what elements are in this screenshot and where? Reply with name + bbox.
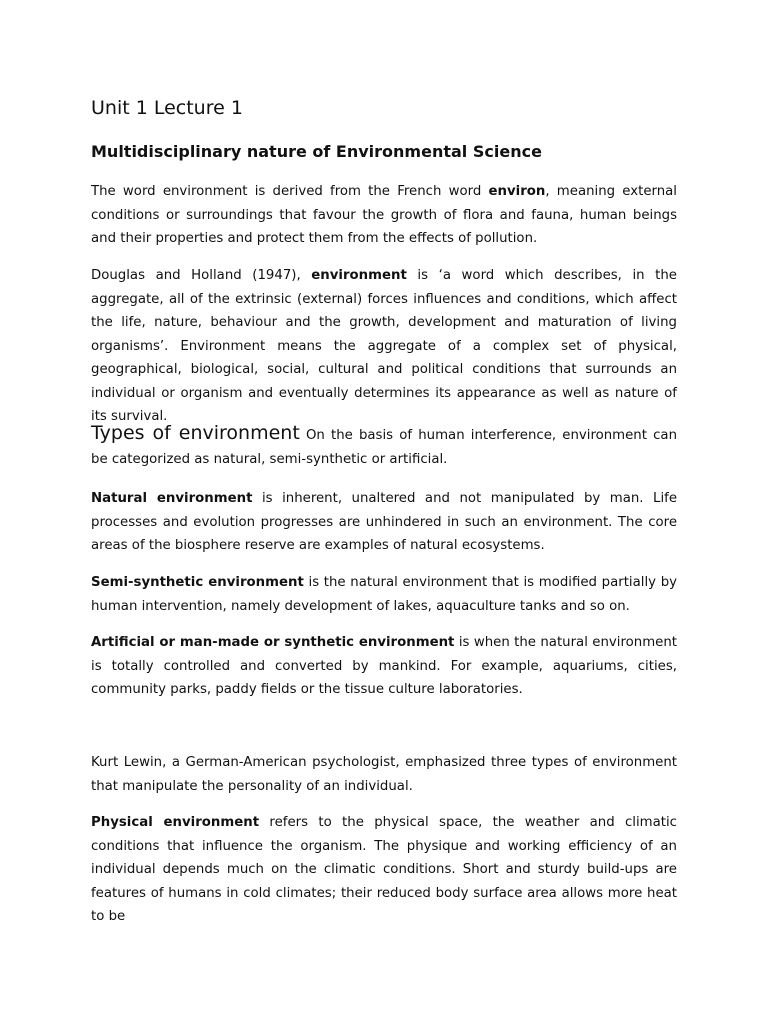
paragraph-natural: Natural environment is inherent, unaltered and not manipulated by man. Life processes and evolution progresses are unhindered in such an environment. The core areas of the biosphere reserve are examples of natural ecosystems. (91, 491, 677, 553)
term-semi-synthetic: Semi-synthetic environment (91, 575, 304, 590)
paragraph-semi-synthetic: Semi-synthetic environment is the natural environment that is modified partially by human intervention, namely development of lakes, aquaculture tanks and so on. (91, 575, 677, 614)
term-natural: Natural environment (91, 491, 253, 506)
term-artificial: Artificial or man-made or synthetic environment (91, 635, 455, 650)
section-subtitle: Multidisciplinary nature of Environmental Science (91, 142, 542, 161)
term-environment: environment (311, 268, 407, 283)
term-physical: Physical environment (91, 815, 260, 830)
paragraph-lewin: Kurt Lewin, a German-American psychologist, emphasized three types of environment that manipulate the personality of an individual. (91, 755, 677, 794)
paragraph-douglas-holland: Douglas and Holland (1947), environment is ‘a word which describes, in the aggregate, all of the extrinsic (external) forces influences and conditions, which affect the life, nature, behaviour and the growth, development and maturation of living organisms’. Environment means the aggregate of a complex set of physical, geographical, biological, social, cultural and political conditions that surrounds an individual or organism and eventually determines its appearance as well as nature of its survival. (91, 268, 677, 424)
lecture-title: Unit 1 Lecture 1 (91, 97, 243, 119)
term-environ: environ (488, 184, 546, 199)
paragraph-artificial: Artificial or man-made or synthetic environment is when the natural environment is totally controlled and converted by mankind. For example, aquariums, cities, community parks, paddy fields or the tissue culture laboratories. (91, 635, 677, 697)
paragraph-physical: Physical environment refers to the physical space, the weather and climatic conditions that influence the organism. The physique and working efficiency of an individual depends much on the climatic conditions. Short and sturdy build-ups are features of humans in cold climates; their reduced body surface area allows more heat to be (91, 815, 677, 924)
types-heading: Types of environment (91, 422, 300, 444)
paragraph-types: Types of environment On the basis of human interference, environment can be categorized as natural, semi-synthetic or artificial. (91, 422, 677, 467)
paragraph-definition: The word environment is derived from the French word environ, meaning external conditions or surroundings that favour the growth of flora and fauna, human beings and their properties and protect them from the effects of pollution. (91, 184, 677, 246)
